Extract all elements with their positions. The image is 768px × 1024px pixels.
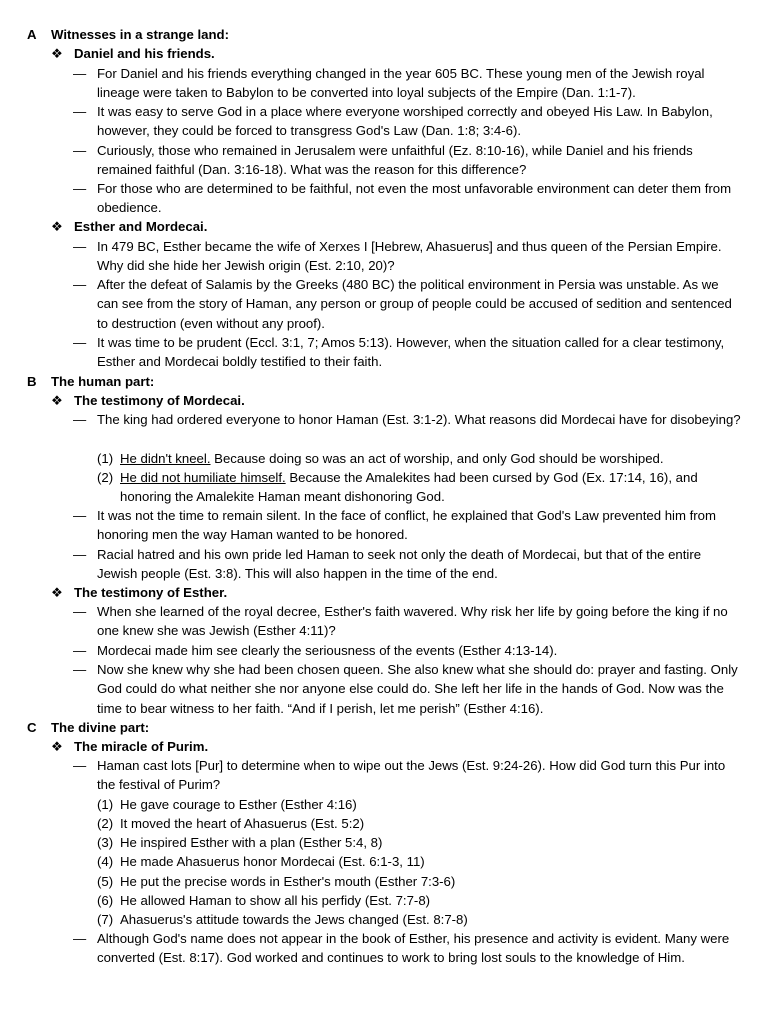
numbered-item: Ahasuerus's attitude towards the Jews changed (Est. 8:7-8) bbox=[120, 912, 468, 927]
dash-bullet-icon: — bbox=[73, 143, 87, 158]
subsection-heading bbox=[51, 583, 227, 602]
dash-bullet-icon: — bbox=[73, 931, 87, 946]
bullet-item: It was time to be prudent (Eccl. 3:1, 7; Amos 5:13). However, when the situation called for a clear testimony, Esther and Mordecai boldly testified to their faith. bbox=[97, 335, 725, 370]
bullet-item: For those who are determined to be faithful, not even the most unfavorable environment can deter them from obedience. bbox=[97, 181, 732, 216]
subsection-heading bbox=[51, 44, 215, 63]
bullet-item: It was easy to serve God in a place where everyone worshiped correctly and obeyed His Law. In Babylon, however, they could be forced to transgress God's Law (Dan. 1:8; 3:4-6). bbox=[97, 104, 713, 139]
list-number: (7) bbox=[97, 912, 114, 927]
bullet-item: It was not the time to remain silent. In the face of conflict, he explained that God's Law prevented him from honoring men the way Haman wanted to be honored. bbox=[97, 508, 716, 543]
section-title: Witnesses in a strange land: bbox=[51, 27, 229, 42]
dash-bullet-icon: — bbox=[73, 662, 87, 677]
numbered-item bbox=[120, 449, 742, 468]
bullet-item: Although God's name does not appear in the book of Esther, his presence and activity is evident. Many were converted (Est. 8:17). God worked and continues to work to bring lost souls to the knowledge of Him. bbox=[97, 931, 730, 966]
bullet-item: Haman cast lots [Pur] to determine when to wipe out the Jews (Est. 9:24-26). How did God turn this Pur into the festival of Purim? bbox=[97, 758, 726, 793]
list-number: (2) bbox=[97, 470, 114, 485]
dash-bullet-icon: — bbox=[73, 277, 87, 292]
section-letter: B bbox=[27, 374, 37, 389]
diamond-bullet-icon: ❖ bbox=[51, 46, 63, 61]
bullet-item: Mordecai made him see clearly the seriousness of the events (Esther 4:13-14). bbox=[97, 643, 558, 658]
bullet-item: Now she knew why she had been chosen queen. She also knew what she should do: prayer and fasting. Only God could do what neither she nor anyone else could do. She left her life in the hands of God. Now was the time to bear witness to her faith. “And if I perish, let me perish” (Esther 4:16). bbox=[97, 662, 738, 716]
list-number: (1) bbox=[97, 451, 114, 466]
dash-bullet-icon: — bbox=[73, 758, 87, 773]
numbered-item-text: Because the Amalekites had been cursed by God (Ex. 17:14, 16), and honoring the Amalekite Haman meant dishonoring God. bbox=[120, 470, 698, 505]
numbered-item bbox=[120, 468, 742, 507]
underlined-phrase: He didn't kneel. bbox=[120, 451, 211, 466]
subsection-title: The miracle of Purim. bbox=[74, 739, 209, 754]
numbered-item: He gave courage to Esther (Esther 4:16) bbox=[120, 797, 357, 812]
bullet-item: When she learned of the royal decree, Esther's faith wavered. Why risk her life by going before the king if no one knew she was Jewish (Esther 4:11)? bbox=[97, 604, 728, 639]
list-number: (4) bbox=[97, 854, 114, 869]
numbered-item: It moved the heart of Ahasuerus (Est. 5:2) bbox=[120, 816, 365, 831]
section-letter: A bbox=[27, 27, 37, 42]
bullet-item: Curiously, those who remained in Jerusalem were unfaithful (Ez. 8:10-16), while Daniel and his friends remained faithful (Dan. 3:16-18). What was the reason for this difference? bbox=[97, 143, 693, 178]
section-title: The human part: bbox=[51, 374, 155, 389]
subsection-title: Esther and Mordecai. bbox=[74, 219, 208, 234]
subsection-title: The testimony of Mordecai. bbox=[74, 393, 245, 408]
diamond-bullet-icon: ❖ bbox=[51, 393, 63, 408]
bullet-item: Racial hatred and his own pride led Haman to seek not only the death of Mordecai, but that of the entire Jewish people (Est. 3:8). This will also happen in the time of the end. bbox=[97, 547, 702, 582]
list-number: (6) bbox=[97, 893, 114, 908]
bullet-item: For Daniel and his friends everything changed in the year 605 BC. These young men of the Jewish royal lineage were taken to Babylon to be converted into loyal subjects of the Empire (Dan. 1:1-7). bbox=[97, 66, 705, 101]
subsection-heading bbox=[51, 391, 245, 410]
bullet-item: The king had ordered everyone to honor Haman (Est. 3:1-2). What reasons did Mordecai have for disobeying? bbox=[97, 412, 741, 427]
dash-bullet-icon: — bbox=[73, 66, 87, 81]
bullet-item: In 479 BC, Esther became the wife of Xerxes I [Hebrew, Ahasuerus] and thus queen of the Persian Empire. Why did she hide her Jewish origin (Est. 2:10, 20)? bbox=[97, 239, 722, 274]
subsection-heading bbox=[51, 737, 208, 756]
numbered-item: He inspired Esther with a plan (Esther 5:4, 8) bbox=[120, 835, 383, 850]
numbered-item: He made Ahasuerus honor Mordecai (Est. 6:1-3, 11) bbox=[120, 854, 425, 869]
bullet-item: After the defeat of Salamis by the Greeks (480 BC) the political environment in Persia was unstable. As we can see from the story of Haman, any person or group of people could be accused of sedition and sentenced to destruction (even without any proof). bbox=[97, 277, 732, 331]
dash-bullet-icon: — bbox=[73, 104, 87, 119]
list-number: (3) bbox=[97, 835, 114, 850]
dash-bullet-icon: — bbox=[73, 239, 87, 254]
underlined-phrase: He did not humiliate himself. bbox=[120, 470, 286, 485]
dash-bullet-icon: — bbox=[73, 412, 87, 427]
dash-bullet-icon: — bbox=[73, 335, 87, 350]
numbered-item-text: Because doing so was an act of worship, and only God should be worshiped. bbox=[210, 451, 664, 466]
diamond-bullet-icon: ❖ bbox=[51, 739, 63, 754]
section-letter: C bbox=[27, 720, 37, 735]
dash-bullet-icon: — bbox=[73, 508, 87, 523]
list-number: (2) bbox=[97, 816, 114, 831]
subsection-heading bbox=[51, 217, 207, 236]
dash-bullet-icon: — bbox=[73, 604, 87, 619]
dash-bullet-icon: — bbox=[73, 643, 87, 658]
numbered-item: He allowed Haman to show all his perfidy (Est. 7:7-8) bbox=[120, 893, 431, 908]
dash-bullet-icon: — bbox=[73, 547, 87, 562]
list-number: (5) bbox=[97, 874, 114, 889]
subsection-title: Daniel and his friends. bbox=[74, 46, 215, 61]
list-number: (1) bbox=[97, 797, 114, 812]
diamond-bullet-icon: ❖ bbox=[51, 585, 63, 600]
dash-bullet-icon: — bbox=[73, 181, 87, 196]
subsection-title: The testimony of Esther. bbox=[74, 585, 228, 600]
section-title: The divine part: bbox=[51, 720, 150, 735]
diamond-bullet-icon: ❖ bbox=[51, 219, 63, 234]
numbered-item: He put the precise words in Esther's mouth (Esther 7:3-6) bbox=[120, 874, 456, 889]
